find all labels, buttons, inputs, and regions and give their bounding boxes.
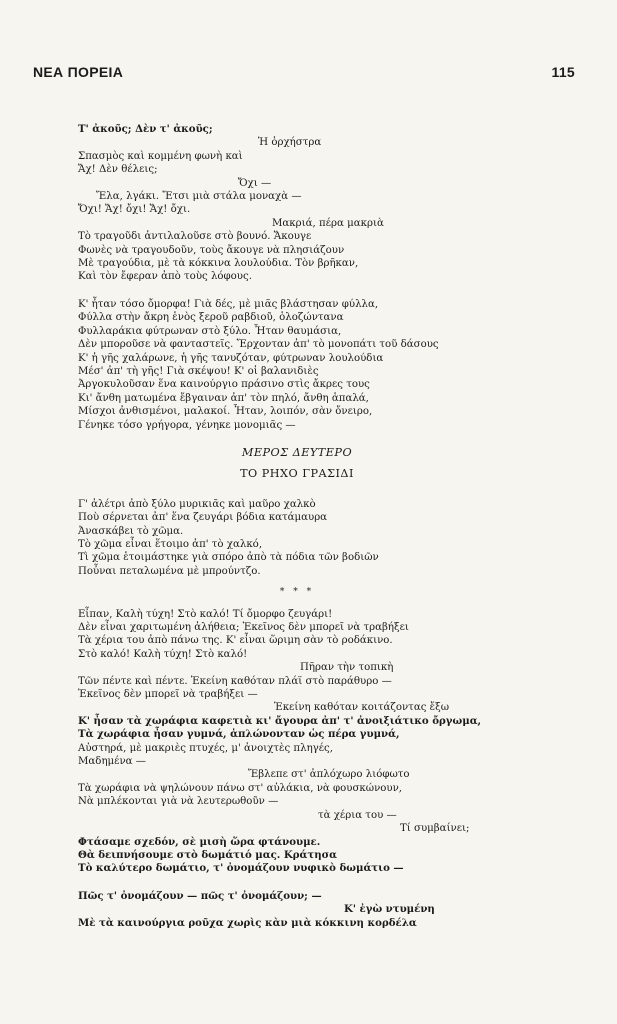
poem-line: Καὶ τὸν ἔφεραν ἀπὸ τοὺς λόφους. <box>78 271 252 283</box>
poem-line: Τὰ χωράφια νὰ ψηλώνουν πάνω στ' αὐλάκια, νὰ φουσκώνουν, <box>78 782 403 794</box>
journal-title: ΝΕΑ ΠΟΡΕΙΑ <box>33 64 124 80</box>
poem-line: Ποὺ σέρνεται ἀπ' ἕνα ζευγάρι βόδια κατάμαυρα <box>78 512 328 524</box>
poem-line: Ἀνασκάβει τὸ χῶμα. <box>78 525 184 537</box>
poem-line: Τί συμβαίνει; <box>400 823 470 835</box>
poem-line: Ἐκεῖνος δὲν μπορεῖ νὰ τραβήξει — <box>78 689 258 701</box>
poem-line: τὰ χέρια του — <box>318 809 397 821</box>
poem-line: Ἐκείνη καθόταν κοιτάζοντας ἔξω <box>274 702 450 714</box>
poem-line: Μὲ τὰ καινούργια ροῦχα χωρὶς κὰν μιὰ κόκκινη κορδέλα <box>78 916 417 929</box>
poem-line: Εἶπαν, Καλὴ τύχη! Στὸ καλό! Τί ὄμορφο ζευγάρι! <box>78 608 333 620</box>
section-title: ΤΟ ΡΗΧΟ ΓΡΑΣΙΔΙ <box>240 467 354 481</box>
poem-line: Σπασμὸς καὶ κομμένη φωνὴ καὶ <box>78 150 243 162</box>
poem-line: Ποὖναι πεταλωμένα μὲ μπρούντζο. <box>78 565 261 577</box>
poem-line: Κ' ἐγὼ ντυμένη <box>344 903 435 916</box>
poem-body <box>78 123 516 930</box>
poem-line: Ἔλα, λγάκι. Ἔτσι μιὰ στάλα μοναχὰ — <box>96 191 302 203</box>
poem-line: Ὄχι — <box>238 177 272 189</box>
poem-line: Κ' ἦσαν τὰ χωράφια καφετιὰ κι' ἄγουρα ἀπ' τ' ἀνοιξιάτικο ὄργωμα, <box>78 714 482 727</box>
poem-line: Στὸ καλό! Καλὴ τύχη! Στὸ καλό! <box>78 648 248 660</box>
poem-line: Κ' ἡ γῆς χαλάρωνε, ἡ γῆς τανυζόταν, φύτρωναν λουλούδια <box>78 352 384 364</box>
poem-line: Μίσχοι ἀνθισμένοι, μαλακοί. Ἦταν, λοιπόν, σὰν ὄνειρο, <box>78 406 373 418</box>
poem-line: Φωνὲς νὰ τραγουδοῦν, τοὺς ἄκουγε νὰ πλησιάζουν <box>78 244 345 256</box>
poem-line: Γένηκε τόσο γρήγορα, γένηκε μονομιᾶς — <box>78 419 296 431</box>
poem-line: Νὰ μπλέκονται γιὰ νὰ λευτερωθοῦν — <box>78 796 279 808</box>
poem-line: Δὲν μποροῦσε νὰ φανταστεῖς. Ἔρχονταν ἀπ' τὸ μονοπάτι τοῦ δάσους <box>78 339 439 351</box>
part-title: ΜΕΡΟΣ ΔΕΥΤΕΡΟ <box>241 445 353 459</box>
poem-line: Θὰ δειπνήσουμε στὸ δωμάτιό μας. Κράτησα <box>78 848 337 861</box>
page-number: 115 <box>551 64 575 80</box>
poem-line: Κ' ἦταν τόσο ὄμορφα! Γιὰ δές, μὲ μιᾶς βλάστησαν φύλλα, <box>78 298 379 310</box>
poem-line: Αὐστηρά, μὲ μακριὲς πτυχές, μ' ἀνοιχτὲς πληγές, <box>78 742 333 754</box>
poem-line: Δὲν εἶναι χαριτωμένη ἀλήθεια; Ἐκεῖνος δὲν μπορεῖ νὰ τραβήξει <box>78 622 409 633</box>
running-head <box>33 64 575 80</box>
poem-line: Τὰ χωράφια ἦσαν γυμνά, ἁπλώνονταν ὡς πέρα γυμνά, <box>78 728 400 741</box>
poem-line: Μαδημένα — <box>78 756 146 768</box>
poem-line: Φυλλαράκια φύτρωναν στὸ ξύλο. Ἦταν θαυμάσια, <box>78 325 342 337</box>
poem-line: Φύλλα στὴν ἄκρη ἑνὸς ξεροῦ ραβδιοῦ, ὁλοζώντανα <box>78 312 344 324</box>
poem-line: Φτάσαμε σχεδόν, σὲ μισὴ ὥρα φτάνουμε. <box>78 835 321 848</box>
poem-line: Ἡ ὀρχήστρα <box>258 137 322 149</box>
poem-line: Κι' ἄνθη ματωμένα ἔβγαιναν ἀπ' τὸν πηλό, ἄνθη ἁπαλά, <box>78 392 369 404</box>
poem-line: Μέσ' ἀπ' τὴ γῆς! Γιὰ σκέψου! Κ' οἱ βαλανιδιὲς <box>78 365 319 377</box>
poem-line: Τὸ χῶμα εἶναι ἕτοιμο ἀπ' τὸ χαλκό, <box>78 538 263 550</box>
poem-line: Μὲ τραγούδια, μὲ τὰ κόκκινα λουλούδια. Τὸν βρῆκαν, <box>78 258 359 270</box>
poem-line: Ἔβλεπε στ' ἀπλόχωρο λιόφωτο <box>248 769 410 781</box>
poem-line: Πῶς τ' ὀνομάζουν — πῶς τ' ὀνομάζουν; — <box>78 889 322 902</box>
poem-line: Τὶ χῶμα ἑτοιμάστηκε γιὰ σπόρο ἀπὸ τὰ πόδια τῶν βοδιῶν <box>78 552 379 564</box>
poem-line: Ἀργοκυλοῦσαν ἕνα καινούργιο πράσινο στὶς ἄκρες τους <box>78 379 370 391</box>
poem-line: Τὸ καλύτερο δωμάτιο, τ' ὀνομάζουν νυφικὸ δωμάτιο — <box>78 862 404 875</box>
poem-line: Ὄχι! Ἄχ! ὄχι! Ἄχ! ὄχι. <box>78 204 191 216</box>
poem-line: Τῶν πέντε καὶ πέντε. Ἐκείνη καθόταν πλάϊ στὸ παράθυρο — <box>78 675 392 687</box>
poem-line: Γ' ἀλέτρι ἀπὸ ξύλο μυρικιᾶς καὶ μαῦρο χαλκὸ <box>78 498 316 510</box>
section-separator: * * * <box>279 587 315 598</box>
poem-line: Μακριά, πέρα μακριὰ <box>272 217 384 229</box>
poem-line: Τὸ τραγοῦδι ἀντιλαλοῦσε στὸ βουνό. Ἄκουγε <box>78 231 312 243</box>
poem-line: Πῆραν τὴν τοπικὴ <box>300 662 394 674</box>
poem-line: Ἄχ! Δὲν θέλεις; <box>78 164 158 176</box>
poem-line: Τὰ χέρια του ἀπὸ πάνω της. Κ' εἶναι ὥριμη σὰν τὸ ροδάκινο. <box>78 635 393 647</box>
poem-line: Τ' ἀκοῦς; Δὲν τ' ἀκοῦς; <box>78 123 213 135</box>
